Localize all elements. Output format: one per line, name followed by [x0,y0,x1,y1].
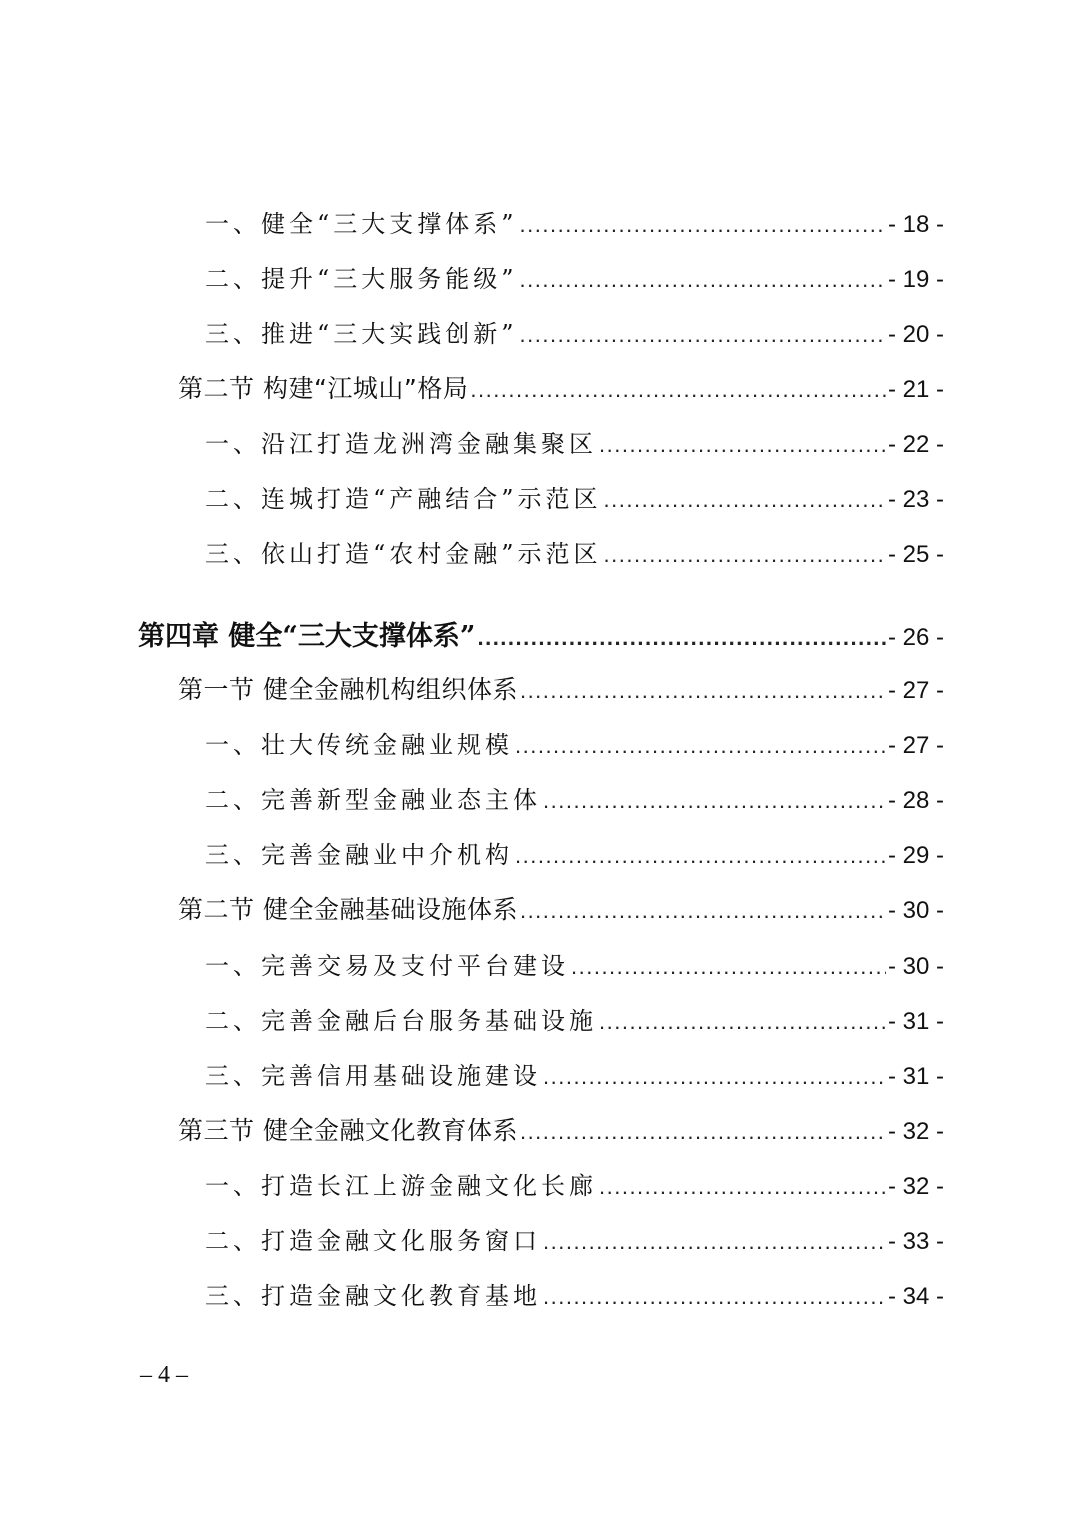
toc-entry-title: 第二节 健全金融基础设施体系 [178,895,518,924]
toc-entry-title: 一、健全“三大支撑体系” [205,210,518,238]
toc-entry-item[interactable] [205,259,944,299]
dot-leader [543,788,886,814]
toc-entry-page: - 26 - [887,624,944,651]
dot-leader [604,487,886,513]
toc-entry-item[interactable] [205,1056,944,1096]
dot-leader [543,1284,886,1310]
dot-leader [515,733,886,759]
dot-leader [520,678,886,704]
toc-entry-page: - 32 - [887,1173,944,1200]
toc-entry-page: - 22 - [887,431,944,458]
dot-leader [599,432,886,458]
dot-leader [543,1229,886,1255]
dot-leader [604,542,886,568]
toc-entry-item[interactable] [205,534,944,574]
toc-entry-title: 三、推进“三大实践创新” [205,320,518,348]
toc-entry-page: - 29 - [887,842,944,869]
toc-entry-item[interactable] [205,946,944,986]
toc-entry-section[interactable] [178,369,944,409]
toc-entry-title: 二、提升“三大服务能级” [205,265,518,293]
toc-entry-title: 二、打造金融文化服务窗口 [205,1227,541,1255]
toc-entry-page: - 28 - [887,787,944,814]
toc-entry-item[interactable] [205,479,944,519]
dot-leader [599,1174,886,1200]
dot-leader [520,212,886,238]
toc-entry-chapter[interactable] [138,614,944,654]
toc-entry-page: - 31 - [887,1008,944,1035]
toc-entry-title: 一、完善交易及支付平台建设 [205,952,569,980]
toc-entry-title: 一、沿江打造龙洲湾金融集聚区 [205,430,597,458]
toc-entry-item[interactable] [205,835,944,875]
dot-leader [520,322,886,348]
toc-entry-title: 一、打造长江上游金融文化长廊 [205,1172,597,1200]
toc-entry-page: - 30 - [887,953,944,980]
toc-entry-title: 第三节 健全金融文化教育体系 [178,1116,518,1145]
toc-entry-page: - 21 - [887,376,944,403]
toc-entry-item[interactable] [205,725,944,765]
toc-entry-item[interactable] [205,1001,944,1041]
dot-leader [543,1064,886,1090]
toc-entry-title: 三、完善信用基础设施建设 [205,1062,541,1090]
dot-leader [520,1119,886,1145]
toc-entry-page: - 25 - [887,541,944,568]
dot-leader [571,954,886,980]
dot-leader [520,898,886,924]
toc-entry-item[interactable] [205,204,944,244]
dot-leader [515,843,886,869]
toc-entry-page: - 19 - [887,266,944,293]
toc-entry-title: 二、完善金融后台服务基础设施 [205,1007,597,1035]
toc-entry-page: - 34 - [887,1283,944,1310]
toc-entry-section[interactable] [178,670,944,710]
toc-entry-item[interactable] [205,780,944,820]
toc-entry-item[interactable] [205,314,944,354]
toc-entry-title: 第四章 健全“三大支撑体系” [138,621,476,652]
toc-entry-page: - 20 - [887,321,944,348]
toc-entry-item[interactable] [205,1166,944,1206]
toc-entry-title: 三、打造金融文化教育基地 [205,1282,541,1310]
toc-entry-item[interactable] [205,1276,944,1316]
toc-entry-title: 二、完善新型金融业态主体 [205,786,541,814]
toc-entry-title: 三、依山打造“农村金融”示范区 [205,540,602,568]
toc-entry-section[interactable] [178,1111,944,1151]
dot-leader [520,267,886,293]
toc-entry-page: - 23 - [887,486,944,513]
toc-entry-title: 二、连城打造“产融结合”示范区 [205,485,602,513]
toc-entry-item[interactable] [205,1221,944,1261]
toc-entry-title: 第二节 构建“江城山”格局 [178,374,469,403]
toc-entry-page: - 27 - [887,732,944,759]
toc-entry-title: 三、完善金融业中介机构 [205,841,513,869]
toc-entry-page: - 27 - [887,677,944,704]
toc-entry-page: - 31 - [887,1063,944,1090]
dot-leader [599,1009,886,1035]
toc-entry-page: - 30 - [887,897,944,924]
dot-leader [477,625,886,651]
toc-entry-page: - 33 - [887,1228,944,1255]
toc-entry-title: 一、壮大传统金融业规模 [205,731,513,759]
toc-entry-title: 第一节 健全金融机构组织体系 [178,675,518,704]
dot-leader [470,377,886,403]
toc-entry-item[interactable] [205,424,944,464]
toc-entry-page: - 18 - [887,211,944,238]
page-number: – 4 – [140,1362,188,1388]
toc-entry-page: - 32 - [887,1118,944,1145]
toc-entry-section[interactable] [178,890,944,930]
